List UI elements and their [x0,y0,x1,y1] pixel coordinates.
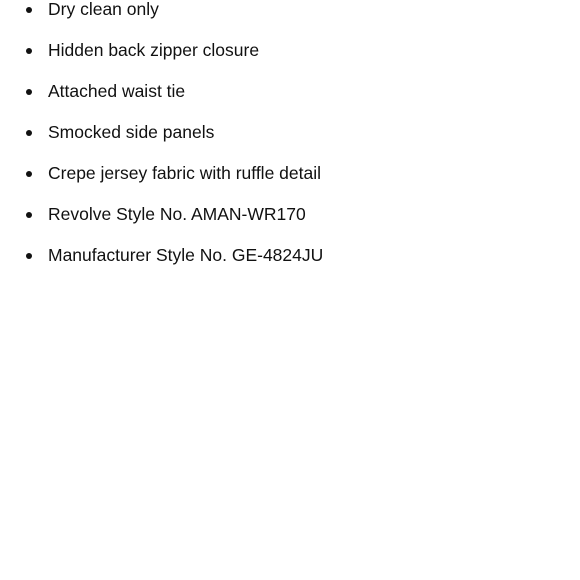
list-item-text: Hidden back zipper closure [48,40,260,60]
list-item-text: Attached waist tie [48,81,186,101]
bullet-icon [26,48,32,54]
list-item-text: Dry clean only [48,0,159,19]
bullet-icon [26,89,32,95]
list-item-text: Revolve Style No. AMAN-WR170 [48,204,306,224]
bullet-icon [26,130,32,136]
bullet-icon [26,212,32,218]
list-item [0,30,580,71]
list-item [0,194,580,235]
list-item-text: Smocked side panels [48,122,215,142]
bullet-icon [26,7,32,13]
product-details-list [0,0,580,276]
bullet-icon [26,171,32,177]
list-item [0,235,580,276]
bullet-icon [26,253,32,259]
list-item [0,153,580,194]
list-item-text: Manufacturer Style No. GE-4824JU [48,245,324,265]
list-item [0,112,580,153]
list-item [0,71,580,112]
list-item-text: Crepe jersey fabric with ruffle detail [48,163,321,183]
list-item [0,0,580,30]
